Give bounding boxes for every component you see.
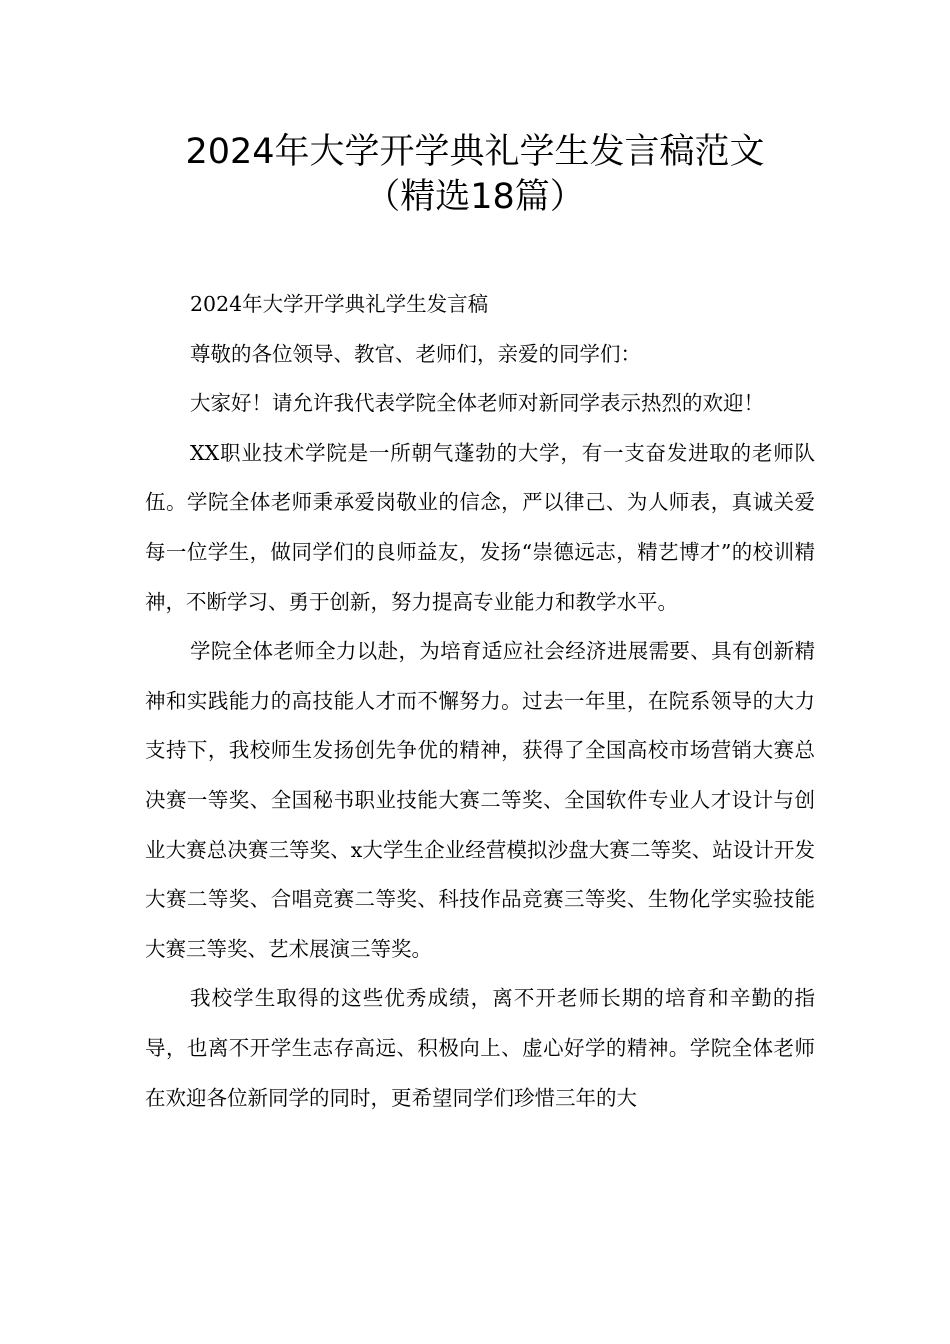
document-title: 2024年大学开学典礼学生发言稿范文 <box>185 132 765 172</box>
document-subtitle: （精选18篇） <box>365 177 585 217</box>
paragraph-college-intro: XX职业技术学院是一所朝气蓬勃的大学，有一支奋发进取的老师队伍。学院全体老师秉承爱岗敬业的信念，严以律己、为人师表，真诚关爱每一位学生，做同学们的良师益友，发扬“崇德远志，精艺博才”的校训精神，不断学习、勇于创新，努力提高专业能力和教学水平。 <box>145 440 815 614</box>
paragraph-heading: 2024年大学开学典礼学生发言稿 <box>190 292 489 316</box>
paragraph-greeting: 大家好！请允许我代表学院全体老师对新同学表示热烈的欢迎！ <box>190 391 764 416</box>
paragraph-salutation: 尊敬的各位领导、教官、老师们，亲爱的同学们： <box>190 341 641 366</box>
paragraph-conclusion: 我校学生取得的这些优秀成绩，离不开老师长期的培育和辛勤的指导，也离不开学生志存高远、积极向上、虚心好学的精神。学院全体老师在欢迎各位新同学的同时，更希望同学们珍惜三年的大 <box>145 986 815 1110</box>
paragraph-achievements: 学院全体老师全力以赴，为培育适应社会经济进展需要、具有创新精神和实践能力的高技能人才而不懈努力。过去一年里，在院系领导的大力支持下，我校师生发扬创先争优的精神，获得了全国高校市场营销大赛总决赛一等奖、全国秘书职业技能大赛二等奖、全国软件专业人才设计与创业大赛总决赛三等奖、x大学生企业经营模拟沙盘大赛二等奖、站设计开发大赛二等奖、合唱竞赛二等奖、科技作品竞赛三等奖、生物化学实验技能大赛三等奖、艺术展演三等奖。 <box>145 639 815 961</box>
document-body <box>145 280 815 1123</box>
